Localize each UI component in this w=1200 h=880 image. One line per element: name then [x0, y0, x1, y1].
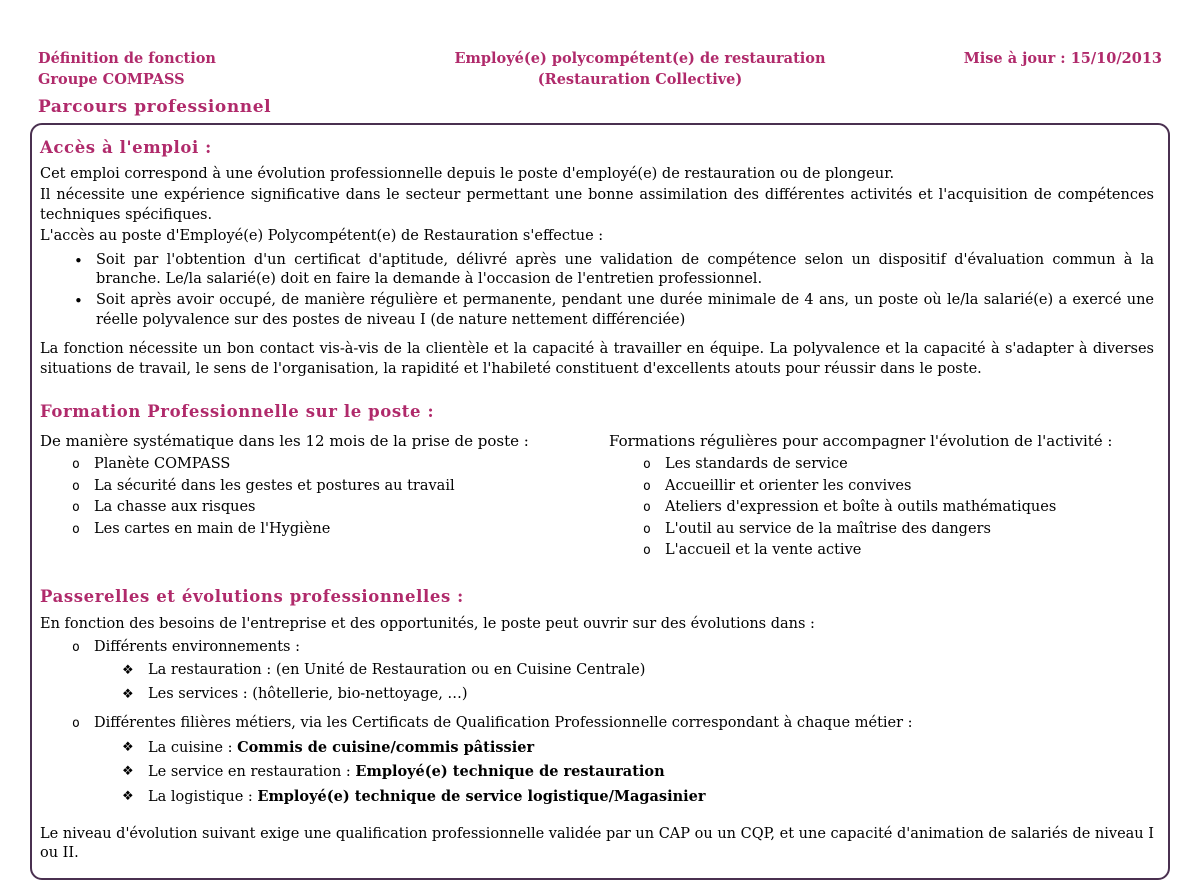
list-item: [120, 787, 1154, 807]
formation-left-list: [40, 455, 597, 539]
acces-bullet-list: [40, 251, 1154, 331]
section-heading-acces: Accès à l'emploi :: [40, 137, 212, 157]
list-item: o Différents environnements :: [68, 638, 1154, 657]
list-item: o Planète COMPASS: [68, 455, 597, 474]
list-item: o Accueillir et orienter les convives: [639, 477, 1154, 496]
item-bold: Employé(e) technique de restauration: [355, 763, 665, 781]
paragraph-acces-1: Cet emploi correspond à une évolution professionnelle depuis le poste d'employé(e) de restauration ou de plongeur.: [40, 165, 895, 182]
list-item: [120, 738, 1154, 758]
formation-right-intro: Formations régulières pour accompagner l'évolution de l'activité :: [609, 432, 1113, 451]
page-title: Parcours professionnel: [38, 97, 272, 118]
formation-column-left: [40, 431, 597, 564]
doc-type-label: Définition de fonction: [38, 50, 216, 67]
update-date: Mise à jour : 15/10/2013: [963, 50, 1162, 67]
paragraph-acces-4: La fonction nécessite un bon contact vis-à-vis de la clientèle et la capacité à travailler en équipe. La polyvalence et la capacité à s'adapter à diverses situations de travail, le sens de l'organisation, la rapidité et l'habileté constituent d'excellents atouts pour réussir dans le poste.: [40, 341, 1154, 377]
list-item: [120, 762, 1154, 782]
list-item: ❖ La restauration : (en Unité de Restauration ou en Cuisine Centrale): [120, 661, 1154, 680]
passerelles-group2: [40, 714, 1154, 733]
item-bold: Employé(e) technique de service logistique/Magasinier: [257, 787, 706, 805]
content-box: [30, 123, 1170, 880]
organization-label: Groupe COMPASS: [38, 71, 185, 89]
doc-title: Employé(e) polycompétent(e) de restauration: [454, 50, 826, 67]
header-left: [38, 48, 368, 90]
paragraph-passerelles-intro: En fonction des besoins de l'entreprise et des opportunités, le poste peut ouvrir sur des évolutions dans :: [40, 615, 815, 632]
formation-right-list: [597, 455, 1154, 560]
passerelles-group1-sublist: [40, 661, 1154, 704]
header-center: [368, 48, 912, 90]
list-item: • Soit par l'obtention d'un certificat d'aptitude, délivré après une validation de compétence selon un dispositif d'évaluation commun à la branche. Le/la salarié(e) doit en faire la demande à l'occasion de l'entretien professionnel.: [68, 251, 1154, 290]
list-item: • Soit après avoir occupé, de manière régulière et permanente, pendant une durée minimale de 4 ans, un poste où le/la salarié(e) a exercé une réelle polyvalence sur des postes de niveau I (de nature nettement différenciée): [68, 291, 1154, 330]
list-item: o L'accueil et la vente active: [639, 541, 1154, 560]
list-item: o L'outil au service de la maîtrise des dangers: [639, 520, 1154, 539]
paragraph-acces-2: Il nécessite une expérience significative dans le secteur permettant une bonne assimilation des différentes activités et l'acquisition de compétences techniques spécifiques.: [40, 187, 1154, 223]
document-header: [30, 48, 1170, 90]
list-item: o Les standards de service: [639, 455, 1154, 474]
item-prefix: La cuisine :: [148, 739, 238, 756]
paragraph-passerelles-outro: Le niveau d'évolution suivant exige une qualification professionnelle validée par un CAP ou un CQP, et une capacité d'animation de salariés de niveau I ou II.: [40, 825, 1154, 862]
passerelles-group1: [40, 638, 1154, 657]
list-item: o Les cartes en main de l'Hygiène: [68, 520, 597, 539]
item-prefix: Le service en restauration :: [148, 764, 356, 781]
formation-left-intro: De manière systématique dans les 12 mois de la prise de poste :: [40, 432, 529, 451]
list-item: o La chasse aux risques: [68, 498, 597, 517]
list-item: o Différentes filières métiers, via les Certificats de Qualification Professionnelle correspondant à chaque métier :: [68, 714, 1154, 733]
list-item: o Ateliers d'expression et boîte à outils mathématiques: [639, 498, 1154, 517]
list-item: ❖ Les services : (hôtellerie, bio-nettoyage, …): [120, 685, 1154, 704]
section-heading-formation: Formation Professionnelle sur le poste :: [40, 402, 435, 422]
section-heading-passerelles: Passerelles et évolutions professionnelles :: [40, 587, 464, 607]
item-prefix: La logistique :: [148, 788, 258, 805]
passerelles-group2-sublist: [40, 738, 1154, 807]
paragraph-acces-3: L'accès au poste d'Employé(e) Polycompétent(e) de Restauration s'effectue :: [40, 228, 604, 245]
formation-column-right: [597, 431, 1154, 564]
list-item: o La sécurité dans les gestes et postures au travail: [68, 477, 597, 496]
header-right: [912, 48, 1162, 69]
item-bold: Commis de cuisine/commis pâtissier: [237, 738, 535, 756]
doc-subtitle: (Restauration Collective): [537, 71, 743, 89]
formation-columns: [40, 431, 1154, 564]
